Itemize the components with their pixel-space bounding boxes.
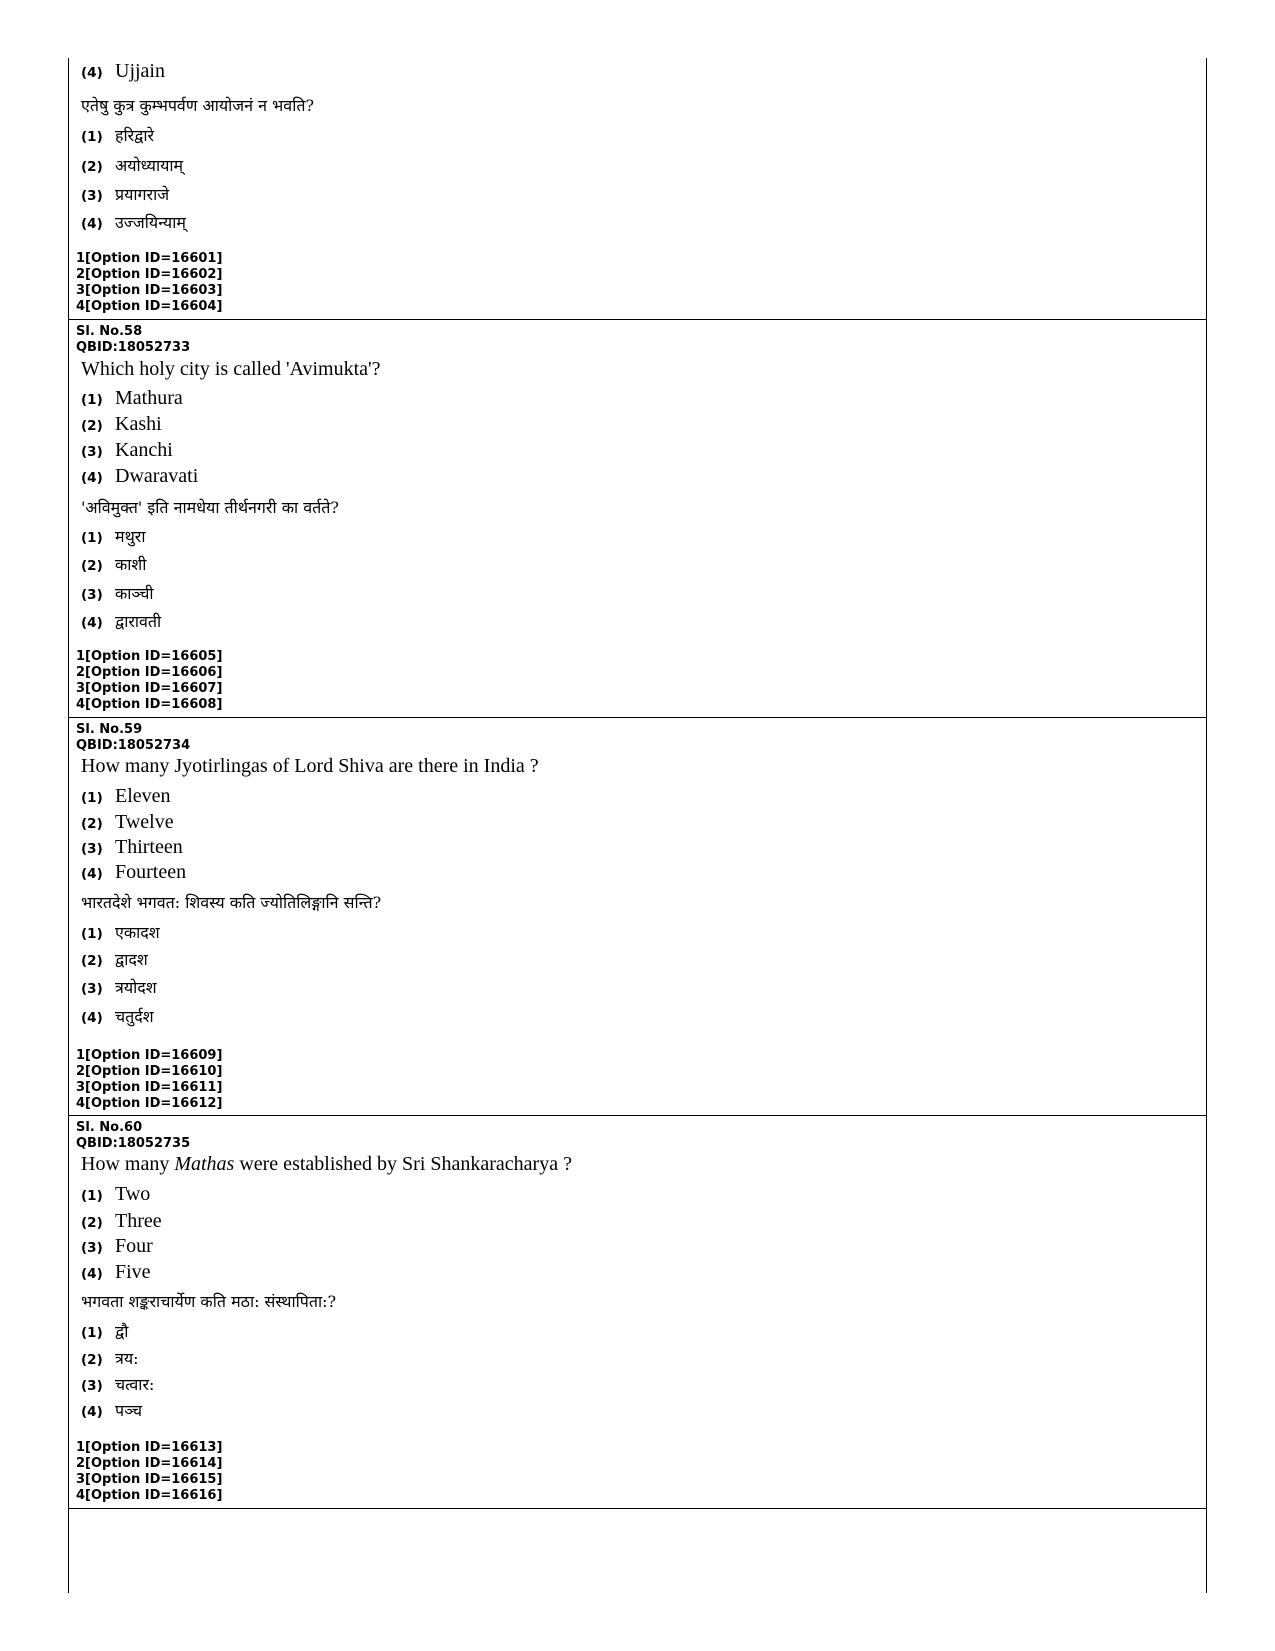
option-item xyxy=(81,387,183,410)
question-header xyxy=(76,324,190,356)
option-number: (3) xyxy=(81,981,103,997)
option-id-list xyxy=(76,1440,222,1504)
option-number: (1) xyxy=(81,790,103,806)
option-item xyxy=(81,861,186,884)
option-id-list xyxy=(76,649,222,713)
option-text: द्वौ xyxy=(115,1322,129,1341)
option-text: मथुरा xyxy=(115,527,146,546)
option-id: 4[Option ID=16612] xyxy=(76,1096,223,1111)
option-text: Kanchi xyxy=(115,439,173,461)
option-item xyxy=(81,465,198,488)
option-number: (4) xyxy=(81,866,103,882)
option-text: चत्वार: xyxy=(115,1375,155,1394)
option-text: त्रयोदश xyxy=(115,978,157,997)
option-id: 2[Option ID=16602] xyxy=(76,267,223,282)
option-text: Thirteen xyxy=(115,836,183,858)
qbid: QBID:18052735 xyxy=(76,1136,191,1151)
option-number: (1) xyxy=(81,1188,103,1204)
question-text-part: How many xyxy=(81,1153,175,1175)
option-item xyxy=(81,124,154,146)
option-text: Dwaravati xyxy=(115,465,199,487)
option-text: Kashi xyxy=(115,413,162,435)
option-id: 3[Option ID=16615] xyxy=(76,1472,223,1487)
option-number: (4) xyxy=(81,1266,103,1282)
option-text: Twelve xyxy=(115,811,174,833)
option-item xyxy=(81,154,183,176)
option-number: (3) xyxy=(81,188,103,204)
option-item xyxy=(81,1005,154,1027)
option-item xyxy=(81,976,157,998)
option-number: (3) xyxy=(81,444,103,460)
option-number: (4) xyxy=(81,1010,103,1026)
option-item xyxy=(81,811,174,834)
option-number: (3) xyxy=(81,841,103,857)
question-text-hindi: भारतदेशे भगवत: शिवस्य कति ज्योतिलिङ्गानि सन्ति? xyxy=(81,893,382,912)
option-id: 1[Option ID=16605] xyxy=(76,649,223,664)
option-text: Four xyxy=(115,1235,153,1257)
option-id: 1[Option ID=16609] xyxy=(76,1048,223,1063)
question-text-italic: Mathas xyxy=(174,1153,235,1175)
option-item xyxy=(81,921,160,943)
option-number: (3) xyxy=(81,1240,103,1256)
option-text: Ujjain xyxy=(115,60,165,82)
option-id: 1[Option ID=16613] xyxy=(76,1440,223,1455)
option-text: एकादश xyxy=(115,923,160,942)
option-number: (2) xyxy=(81,1215,103,1231)
option-item xyxy=(81,1261,151,1284)
question-text-english: Which holy city is called 'Avimukta'? xyxy=(81,358,381,380)
option-text: Mathura xyxy=(115,387,183,409)
option-item xyxy=(81,525,145,547)
option-item xyxy=(81,60,165,83)
question-paper-page xyxy=(68,58,1207,1593)
option-text: काशी xyxy=(115,555,147,574)
option-item xyxy=(81,836,183,859)
option-item xyxy=(81,582,154,604)
option-number: (1) xyxy=(81,392,103,408)
option-number: (1) xyxy=(81,926,103,942)
question-text-english xyxy=(81,1153,572,1176)
option-number: (4) xyxy=(81,1404,103,1420)
option-id: 2[Option ID=16614] xyxy=(76,1456,223,1471)
option-item xyxy=(81,948,148,970)
option-text: हरिद्वारे xyxy=(115,126,155,145)
qbid: QBID:18052734 xyxy=(76,738,191,753)
option-number: (3) xyxy=(81,587,103,603)
option-text: अयोध्यायाम् xyxy=(115,156,184,175)
question-text-hindi: 'अविमुक्त' इति नामधेया तीर्थनगरी का वर्तते? xyxy=(81,498,339,517)
option-id: 3[Option ID=16611] xyxy=(76,1080,223,1095)
question-text-part: were established by Sri Shankaracharya ? xyxy=(234,1153,572,1175)
option-text: Two xyxy=(115,1183,151,1205)
question-text-english: How many Jyotirlingas of Lord Shiva are there in India ? xyxy=(81,755,539,777)
option-item xyxy=(81,1210,162,1233)
option-item xyxy=(81,413,162,436)
option-id-list xyxy=(76,251,222,315)
option-item xyxy=(81,610,161,632)
question-block xyxy=(69,718,1206,1118)
option-id: 3[Option ID=16603] xyxy=(76,283,223,298)
question-block xyxy=(69,320,1206,720)
option-text: Three xyxy=(115,1210,162,1232)
question-header xyxy=(76,1120,190,1152)
option-text: Eleven xyxy=(115,785,171,807)
option-number: (2) xyxy=(81,418,103,434)
option-text: द्वारावती xyxy=(115,612,162,631)
option-id: 1[Option ID=16601] xyxy=(76,251,223,266)
option-text: चतुर्दश xyxy=(115,1007,154,1026)
option-number: (1) xyxy=(81,1325,103,1341)
option-id: 2[Option ID=16610] xyxy=(76,1064,223,1079)
option-item xyxy=(81,1235,153,1258)
option-number: (1) xyxy=(81,530,103,546)
question-text-hindi: एतेषु कुत्र कुम्भपर्वण आयोजनं न भवति? xyxy=(81,96,315,115)
option-text: उज्जयिन्याम् xyxy=(115,213,186,232)
option-id: 3[Option ID=16607] xyxy=(76,681,223,696)
option-id: 4[Option ID=16608] xyxy=(76,697,223,712)
option-number: (4) xyxy=(81,216,103,232)
option-item xyxy=(81,1373,154,1395)
option-number: (4) xyxy=(81,470,103,486)
serial-number: Sl. No.58 xyxy=(76,324,143,339)
question-header xyxy=(76,722,190,754)
option-number: (4) xyxy=(81,615,103,631)
option-text: प्रयागराजे xyxy=(115,185,170,204)
option-number: (2) xyxy=(81,816,103,832)
option-item xyxy=(81,439,173,462)
option-item xyxy=(81,211,186,233)
option-item xyxy=(81,785,171,808)
option-text: काञ्ची xyxy=(115,584,154,603)
option-text: द्वादश xyxy=(115,950,148,969)
option-number: (4) xyxy=(81,65,103,81)
question-text-hindi: भगवता शङ्कराचार्येण कति मठा: संस्थापिता:? xyxy=(81,1292,337,1311)
option-number: (2) xyxy=(81,558,103,574)
option-number: (2) xyxy=(81,159,103,175)
option-text: Five xyxy=(115,1261,151,1283)
option-item xyxy=(81,1320,128,1342)
option-text: Fourteen xyxy=(115,861,187,883)
option-number: (3) xyxy=(81,1378,103,1394)
option-item xyxy=(81,553,146,575)
option-id: 4[Option ID=16616] xyxy=(76,1488,223,1503)
option-item xyxy=(81,183,169,205)
option-number: (1) xyxy=(81,129,103,145)
option-id: 2[Option ID=16606] xyxy=(76,665,223,680)
option-number: (2) xyxy=(81,953,103,969)
option-number: (2) xyxy=(81,1352,103,1368)
option-id-list xyxy=(76,1048,222,1112)
serial-number: Sl. No.60 xyxy=(76,1120,143,1135)
option-text: पञ्च xyxy=(115,1401,143,1420)
section-divider xyxy=(69,1508,1206,1509)
question-block xyxy=(69,1116,1206,1516)
option-item xyxy=(81,1347,139,1369)
option-id: 4[Option ID=16604] xyxy=(76,299,223,314)
option-item xyxy=(81,1399,142,1421)
option-text: त्रय: xyxy=(115,1349,139,1368)
serial-number: Sl. No.59 xyxy=(76,722,143,737)
qbid: QBID:18052733 xyxy=(76,340,191,355)
option-item xyxy=(81,1183,150,1206)
